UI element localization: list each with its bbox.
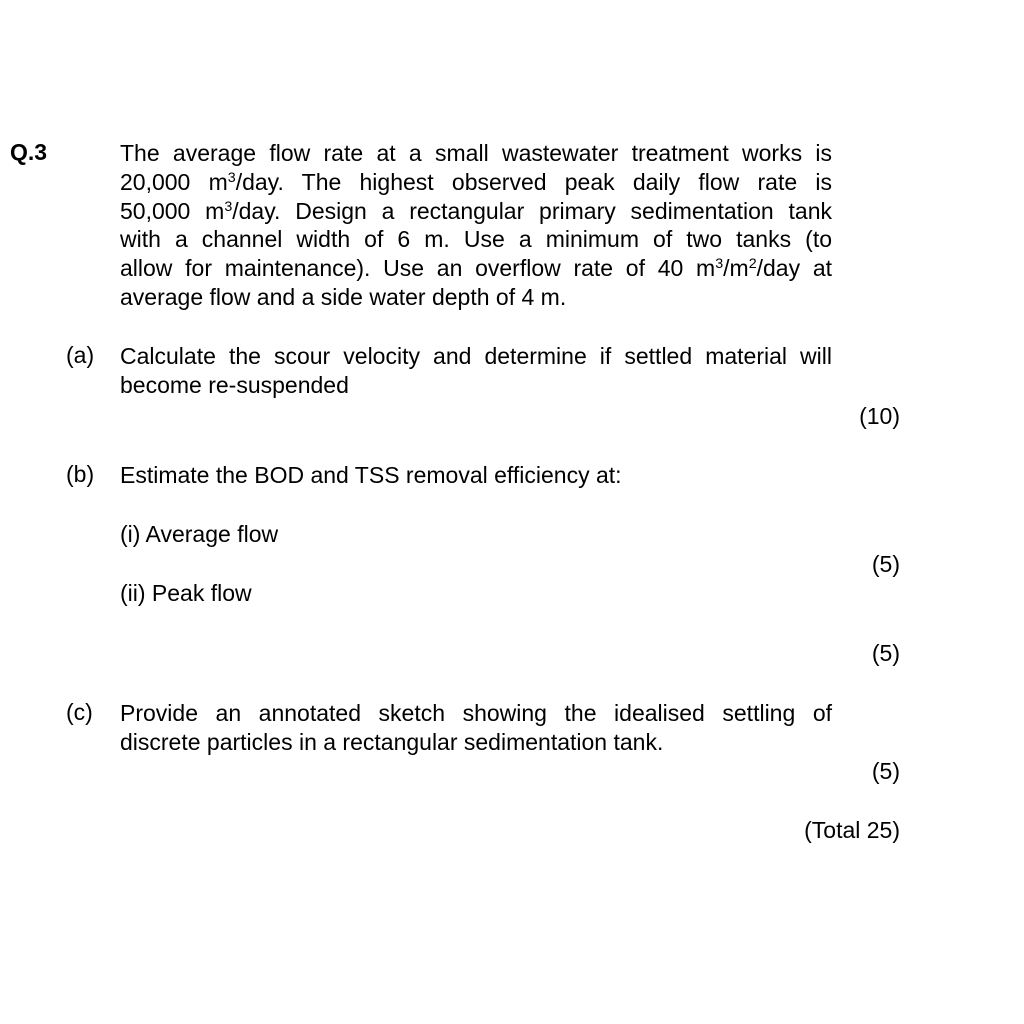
intro-line: 20,000 $m^3$/day. The highest observed peak daily flow rate is (120, 168, 832, 195)
intro-line: 50,000 $m^3$/day. Design a rectangular primary sedimentation tank (120, 197, 832, 224)
part-a-line: become re-suspended (120, 371, 349, 398)
part-b-sub-ii-marks: (5) (871, 640, 900, 666)
part-c-line: discrete particles in a rectangular sedimentation tank. (120, 728, 664, 755)
intro-line: allow for maintenance). Use an overflow rate of 40 $m^3/m^2$/day at (120, 255, 833, 282)
part-b-sub-ii: (ii) Peak flow (120, 580, 252, 606)
part-a-marks: (10) (859, 403, 900, 429)
part-a-label: (a) (66, 342, 95, 368)
part-c-marks: (5) (871, 758, 900, 784)
part-a-text (120, 342, 832, 400)
part-b-label: (b) (66, 461, 95, 487)
part-c-line: Provide an annotated sketch showing the idealised settling of (120, 700, 832, 726)
part-a-line: Calculate the scour velocity and determine if settled material will (120, 343, 832, 369)
intro-line: The average flow rate at a small wastewater treatment works is (120, 140, 832, 166)
total-marks: (Total 25) (804, 817, 900, 843)
part-b-text: Estimate the BOD and TSS removal efficiency at: (120, 462, 622, 488)
part-c-label: (c) (66, 699, 93, 725)
part-b-sub-i: (i) Average flow (120, 521, 279, 547)
intro-line: average flow and a side water depth of 4 m. (120, 283, 567, 310)
part-b-sub-i-marks: (5) (871, 551, 900, 577)
part-c-text (120, 699, 832, 757)
question-number: Q.3 (10, 139, 48, 165)
intro-line: with a channel width of 6 m. Use a minimum of two tanks (to (120, 226, 832, 253)
question-intro (120, 139, 832, 312)
